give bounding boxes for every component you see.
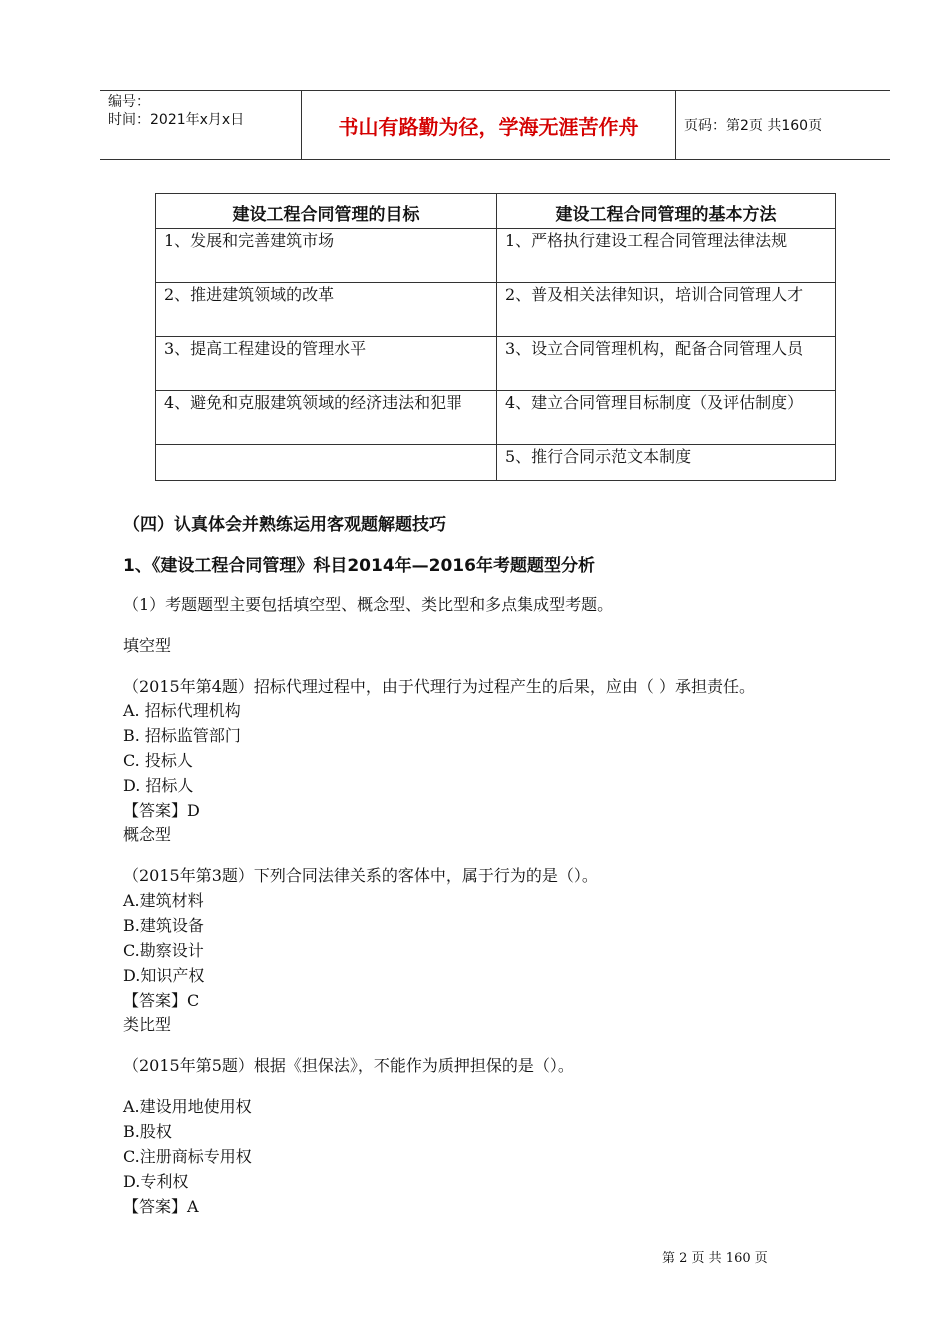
header-divider bbox=[675, 91, 676, 159]
table-cell: 2、推进建筑领域的改革 bbox=[156, 283, 497, 337]
table-header-methods: 建设工程合同管理的基本方法 bbox=[497, 194, 836, 229]
table-cell: 4、避免和克服建筑领域的经济违法和犯罪 bbox=[156, 391, 497, 445]
question-option: A. 招标代理机构 bbox=[123, 701, 241, 720]
question-option: C. 投标人 bbox=[123, 751, 193, 770]
question-option: A.建筑材料 bbox=[123, 891, 204, 910]
serial-label: 编号： bbox=[108, 94, 150, 110]
contract-management-table bbox=[155, 193, 836, 481]
table-cell: 3、设立合同管理机构，配备合同管理人员 bbox=[497, 337, 836, 391]
intro-paragraph: （1）考题题型主要包括填空型、概念型、类比型和多点集成型考题。 bbox=[123, 595, 614, 614]
question-stem: （2015年第5题）根据《担保法》，不能作为质押担保的是（）。 bbox=[123, 1056, 574, 1075]
table-cell: 1、发展和完善建筑市场 bbox=[156, 229, 497, 283]
question-type-label: 概念型 bbox=[123, 825, 172, 844]
table-cell: 3、提高工程建设的管理水平 bbox=[156, 337, 497, 391]
time-label: 时间：2021年x月x日 bbox=[108, 112, 245, 128]
question-option: A.建设用地使用权 bbox=[123, 1097, 252, 1116]
table-row bbox=[156, 229, 836, 283]
header-motto: 书山有路勤为径，学海无涯苦作舟 bbox=[338, 114, 639, 139]
header-page-label: 页码：第2页 共160页 bbox=[684, 118, 823, 134]
question-answer: 【答案】C bbox=[123, 991, 200, 1010]
section-heading: （四）认真体会并熟练运用客观题解题技巧 bbox=[123, 515, 446, 535]
table-row bbox=[156, 283, 836, 337]
question-stem: （2015年第3题）下列合同法律关系的客体中，属于行为的是（）。 bbox=[123, 866, 598, 885]
table-cell: 5、推行合同示范文本制度 bbox=[497, 445, 836, 481]
question-option: D. 招标人 bbox=[123, 776, 194, 795]
table-cell bbox=[156, 445, 497, 481]
question-option: B.股权 bbox=[123, 1122, 172, 1141]
table-cell: 4、建立合同管理目标制度（及评估制度） bbox=[497, 391, 836, 445]
table-row bbox=[156, 337, 836, 391]
question-answer: 【答案】A bbox=[123, 1197, 199, 1216]
question-option: B. 招标监管部门 bbox=[123, 726, 241, 745]
question-option: B.建筑设备 bbox=[123, 916, 204, 935]
question-option: D.知识产权 bbox=[123, 966, 205, 985]
question-type-label: 类比型 bbox=[123, 1015, 172, 1034]
table-header-goals: 建设工程合同管理的目标 bbox=[156, 194, 497, 229]
sub-heading: 1、《建设工程合同管理》科目2014年—2016年考题题型分析 bbox=[123, 556, 595, 576]
question-type-label: 填空型 bbox=[123, 636, 172, 655]
table-cell: 1、严格执行建设工程合同管理法律法规 bbox=[497, 229, 836, 283]
table-row bbox=[156, 445, 836, 481]
question-option: C.勘察设计 bbox=[123, 941, 204, 960]
question-option: D.专利权 bbox=[123, 1172, 189, 1191]
table-row bbox=[156, 391, 836, 445]
question-stem: （2015年第4题）招标代理过程中，由于代理行为过程产生的后果，应由（ ）承担责任。 bbox=[123, 677, 755, 696]
question-option: C.注册商标专用权 bbox=[123, 1147, 252, 1166]
page-footer: 第 2 页 共 160 页 bbox=[662, 1251, 768, 1266]
question-answer: 【答案】D bbox=[123, 801, 200, 820]
table-header-row bbox=[156, 194, 836, 229]
header-meta bbox=[108, 93, 300, 129]
page-header bbox=[100, 90, 890, 160]
table-cell: 2、普及相关法律知识，培训合同管理人才 bbox=[497, 283, 836, 337]
